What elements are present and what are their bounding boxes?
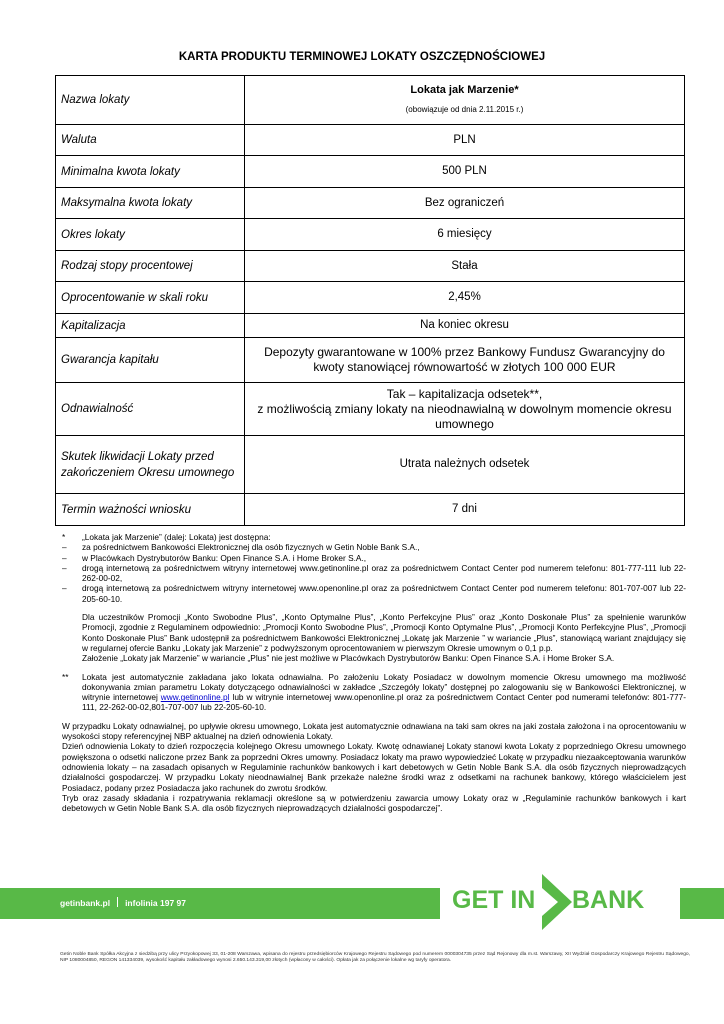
row-label: Kapitalizacja <box>56 314 245 338</box>
table-row <box>56 156 685 188</box>
row-label: Termin ważności wniosku <box>56 494 245 526</box>
row-label: Nazwa lokaty <box>56 76 245 125</box>
list-item <box>62 563 686 584</box>
row-value <box>245 76 685 125</box>
product-table <box>55 75 685 526</box>
row-label: Oprocentowanie w skali roku <box>56 282 245 314</box>
dash-marker: – <box>62 552 67 563</box>
row-value: 7 dni <box>245 494 685 526</box>
page-title: KARTA PRODUKTU TERMINOWEJ LOKATY OSZCZĘDNOŚCIOWEJ <box>178 51 546 63</box>
row-label: Skutek likwidacji Lokaty przed zakończeniem Okresu umownego <box>56 436 245 494</box>
renewal-line-2: z możliwością zmiany lokaty na nieodnawialną w dowolnym momencie okresu umownego <box>257 401 672 431</box>
list-item <box>62 542 686 552</box>
row-label: Odnawialność <box>56 383 245 436</box>
channel-text: w Placówkach Dystrybutorów Banku: Open Finance S.A. i Home Broker S.A., <box>82 552 367 563</box>
legal-footer: Getin Noble Bank Spółka Akcyjna z siedzibą przy ulicy Przyokopowej 33, 01-208 Warszawa, wpisana do rejestru przedsiębiorców Krajowego Rejestru Sądowego pod numerem 0000304735 przez Sąd Rejonowy dla m.st. Warszawy, XII Wydział Gospodarczy Krajowego Rejestru Sądowego, NIP 1080004850, REGON 141334039, wysokość kapitału zakładowego wynosi 2.650.143.319,00 złotych (wpłacony w całości). Opłata jak za połączenie lokalne wg taryfy operatora. <box>60 952 690 964</box>
footnotes <box>62 532 686 813</box>
table-row <box>56 188 685 219</box>
table-row <box>56 436 685 494</box>
table-row <box>56 125 685 156</box>
row-value: Na koniec okresu <box>245 314 685 338</box>
renewal-note-part2: lub w witrynie internetowej www.openonline.pl oraz za pośrednictwem Contact Center pod numerami telefonów: 801-777-111, 22-262-00-02,801-707-007 lub 22-205-60-10. <box>82 692 686 713</box>
footnote-marker: * <box>62 532 66 542</box>
table-row <box>56 76 685 125</box>
renewal-day-paragraph: Dzień odnowienia Lokaty to dzień rozpoczęcia kolejnego Okresu umownego Lokaty. Kwotę odnawianej Lokaty stanowi kwota Lokaty z poprzedniego Okresu umownego powiększona o odsetki naliczone przez Bank za poprzedni Okres umowny. Posiadacz lokaty ma prawo wypowiedzieć Lokatę w przypadku niezaakceptowania warunków odnowienia lokaty – na zasadach opisanych w Regulaminie rachunków bankowych i kart debetowych w Getin Noble Bank S.A. dla osób fizycznych nieprowadzących działalności gospodarczej. W przypadku Lokaty nieodnawialnej Bank przekaże należne środki wraz z odsetkami na rachunek bankowy, którego właścicielem jest Posiadacz, podany przez Posiadacza jako rachunek do zwrotu środków. <box>62 741 686 793</box>
table-row <box>56 494 685 526</box>
row-label: Minimalna kwota lokaty <box>56 156 245 188</box>
dash-marker: – <box>62 583 67 594</box>
table-row <box>56 383 685 436</box>
footer-links <box>60 897 186 908</box>
dash-marker: – <box>62 542 67 553</box>
row-label: Rodzaj stopy procentowej <box>56 251 245 282</box>
getinonline-link[interactable]: www.getinonline.pl <box>160 692 230 703</box>
renewal-note-part1: Lokata jest automatycznie zakładana jako lokata odnawialna. Po założeniu Lokaty Posiadacz w dowolnym momencie Okresu umownego ma możliwość dokonywania zmian parametru Lokaty dotyczącego odnawialności w zakładce „Szczegóły lokaty” dostępnej po zalogowaniu się w Bankowości Elektronicznej, w witrynie internetowej <box>82 671 686 703</box>
hotline-text: infolinia 197 97 <box>125 898 187 908</box>
row-value <box>245 383 685 436</box>
row-value: 2,45% <box>245 282 685 314</box>
footer-separator <box>117 897 118 907</box>
row-value: Depozyty gwarantowane w 100% przez Bankowy Fundusz Gwarancyjny do kwoty stanowiącej równowartość w złotych 100 000 EUR <box>245 338 685 383</box>
promo-text-2: Założenie „Lokaty jak Marzenie” w wariancie „Plus” nie jest możliwe w Placówkach Dystrybutorów Banku: Open Finance S.A. i Home Broker S.A. <box>82 653 615 664</box>
logo-text-getin: GET IN <box>452 886 536 914</box>
row-label: Gwarancja kapitału <box>56 338 245 383</box>
row-value: 500 PLN <box>245 156 685 188</box>
complaint-paragraph: Tryb oraz zasady składania i rozpatrywania reklamacji określone są w potwierdzeniu zawarcia umowy Lokaty oraz w „Regulaminie rachunków bankowych i kart debetowych w Getin Noble Bank S.A. dla osób fizycznych nieprowadzących działalności gospodarczej”. <box>62 792 686 814</box>
channel-text: drogą internetową za pośrednictwem witryny internetowej www.getinonline.pl oraz za pośrednictwem Contact Center pod numerem telefonu: 801-777-111 lub 22-262-00-02, <box>82 562 686 584</box>
channel-text: drogą internetową za pośrednictwem witryny internetowej www.openonline.pl oraz za pośrednictwem Contact Center pod numerem telefonu: 801-707-007 lub 22-205-60-10. <box>82 583 686 604</box>
footnote-star <box>62 532 686 542</box>
table-row <box>56 219 685 251</box>
row-value: 6 miesięcy <box>245 219 685 251</box>
row-label: Waluta <box>56 125 245 156</box>
row-label: Maksymalna kwota lokaty <box>56 188 245 219</box>
list-item <box>62 553 686 563</box>
footnote-intro: „Lokata jak Marzenie” (dalej: Lokata) jest dostępna: <box>82 532 271 542</box>
row-value: Utrata należnych odsetek <box>245 436 685 494</box>
logo-arrow-icon <box>540 874 574 930</box>
renewal-paragraph: W przypadku Lokaty odnawialnej, po upływie okresu umownego, Lokata jest automatycznie odnawiana na taki sam okres na jaki została założona i na oprocentowaniu w wysokości stopy referencyjnej NBP aktualnej na dzień odnowienia Lokaty. <box>62 720 686 742</box>
dash-marker: – <box>62 562 67 573</box>
table-row <box>56 251 685 282</box>
row-value: PLN <box>245 125 685 156</box>
row-label: Okres lokaty <box>56 219 245 251</box>
footnote-marker: ** <box>62 671 69 682</box>
table-row <box>56 314 685 338</box>
row-value: Bez ograniczeń <box>245 188 685 219</box>
renewal-line-1: Tak – kapitalizacja odsetek**, <box>386 386 543 401</box>
product-validity: (obowiązuje od dnia 2.11.2015 r.) <box>405 105 524 114</box>
row-value: Stała <box>245 251 685 282</box>
table-row <box>56 338 685 383</box>
channel-text: za pośrednictwem Bankowości Elektronicznej dla osób fizycznych w Getin Noble Bank S.A., <box>82 542 420 553</box>
list-item <box>62 583 686 604</box>
site-link[interactable]: getinbank.pl <box>60 898 111 908</box>
logo-text-bank: BANK <box>572 886 645 914</box>
product-name: Lokata jak Marzenie* <box>410 84 519 96</box>
table-row <box>56 282 685 314</box>
renewal-note <box>82 672 686 713</box>
footnote-double-star <box>62 672 686 713</box>
promo-text: Dla uczestników Promocji „Konto Swobodne Plus”, „Konto Optymalne Plus”, „Konto Perfekcyjne Plus” oraz „Konto Doskonałe Plus” za spełnienie warunków Promocji, zgodnie z Regulaminem odpowiednio: „Promocji Konto Swobodne Plus”, „Promocji Konto Optymalne Plus”, „Promocji Konto Perfekcyjne Plus”, „Promocji Konto Doskonałe Plus” Bank udostępnił za pośrednictwem Bankowości Elektronicznej „Lokatę jak Marzenie ” w wariancie „Plus”, stanowiącą wariant znajdujący się w regularnej ofercie Banku „Lokaty jak Marzenie” z podwyższonym oprocentowaniem w pierwszym Okresie umownym o 0,1 p.p. <box>82 612 686 653</box>
